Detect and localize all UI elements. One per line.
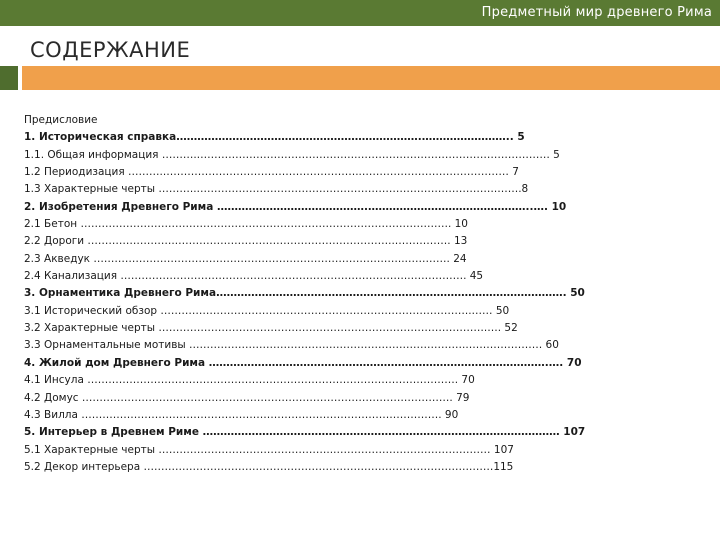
top-bar (0, 0, 720, 26)
toc-entry: 4.2 Домус ……………………………………………………………………………………………. 79 (24, 391, 470, 404)
toc-entry: 2.3 Акведук ……………………………………………………………………………..…………. 24 (24, 252, 467, 265)
accent-stripe-left (0, 66, 18, 90)
table-of-contents (24, 112, 624, 476)
toc-entry: Предисловие (24, 114, 98, 126)
toc-entry: 5.1 Характерные черты …………………………………………..……………………………………… 107 (24, 443, 514, 456)
toc-entry: 2.4 Канализация ………………………………………………………………………..……………. 45 (24, 270, 484, 283)
page-title: СОДЕРЖАНИЕ (30, 38, 191, 62)
toc-entry: 3.1 Исторический обзор ……………………………………………………………………………..…… 50 (24, 304, 510, 317)
toc-entry: 1.2 Периодизация ………..………………………………………………..…………………………………… 7 (24, 166, 519, 179)
toc-entry: 2.1 Бетон ……………………………………………………………………………………………. 10 (24, 218, 468, 231)
toc-entry: 1. Историческая справка…………………………………………………………….…………………….. 5 (24, 131, 525, 144)
toc-entry: 1.3 Характерные черты ………..……………………………….………………………………………….…….8 (24, 183, 529, 196)
toc-entry: 4.1 Инсула ……………………………………………………………………………………………. 70 (24, 374, 475, 387)
toc-entry: 3.3 Орнаментальные мотивы ……………………………………………………………………..………………… 60 (24, 339, 559, 352)
toc-entry: 2.2 Дороги ……………………..……………………………………………………..……………. 13 (24, 235, 468, 248)
toc-entry: 2. Изобретения Древнего Рима …………………………………….………………………………………..…. 10 (24, 200, 567, 213)
subject-title: Предметный мир древнего Рима (481, 5, 712, 20)
toc-entry: 1.1. Общая информация ……….………………………………………..……………………………………………… 5 (24, 148, 560, 161)
toc-entry: 3. Орнаментика Древнего Рима………………………………………………………………………………………. 50 (24, 287, 585, 300)
toc-entry: 5. Интерьер в Древнем Риме ………………………………………………………………………………………… 107 (24, 426, 586, 439)
accent-stripe-right (22, 66, 720, 90)
toc-entry: 3.2 Характерные черты ………………………………………………………………………………….…. 52 (24, 322, 518, 335)
toc-entry: 5.2 Декор интерьера ………………………………………………………………………………….……115 (24, 460, 514, 473)
toc-entry: 4.3 Вилла …………………………………………………………………………………………. 90 (24, 408, 459, 421)
toc-entry: 4. Жилой дом Древнего Рима …………………………………………………………………………………….…. 70 (24, 356, 582, 369)
